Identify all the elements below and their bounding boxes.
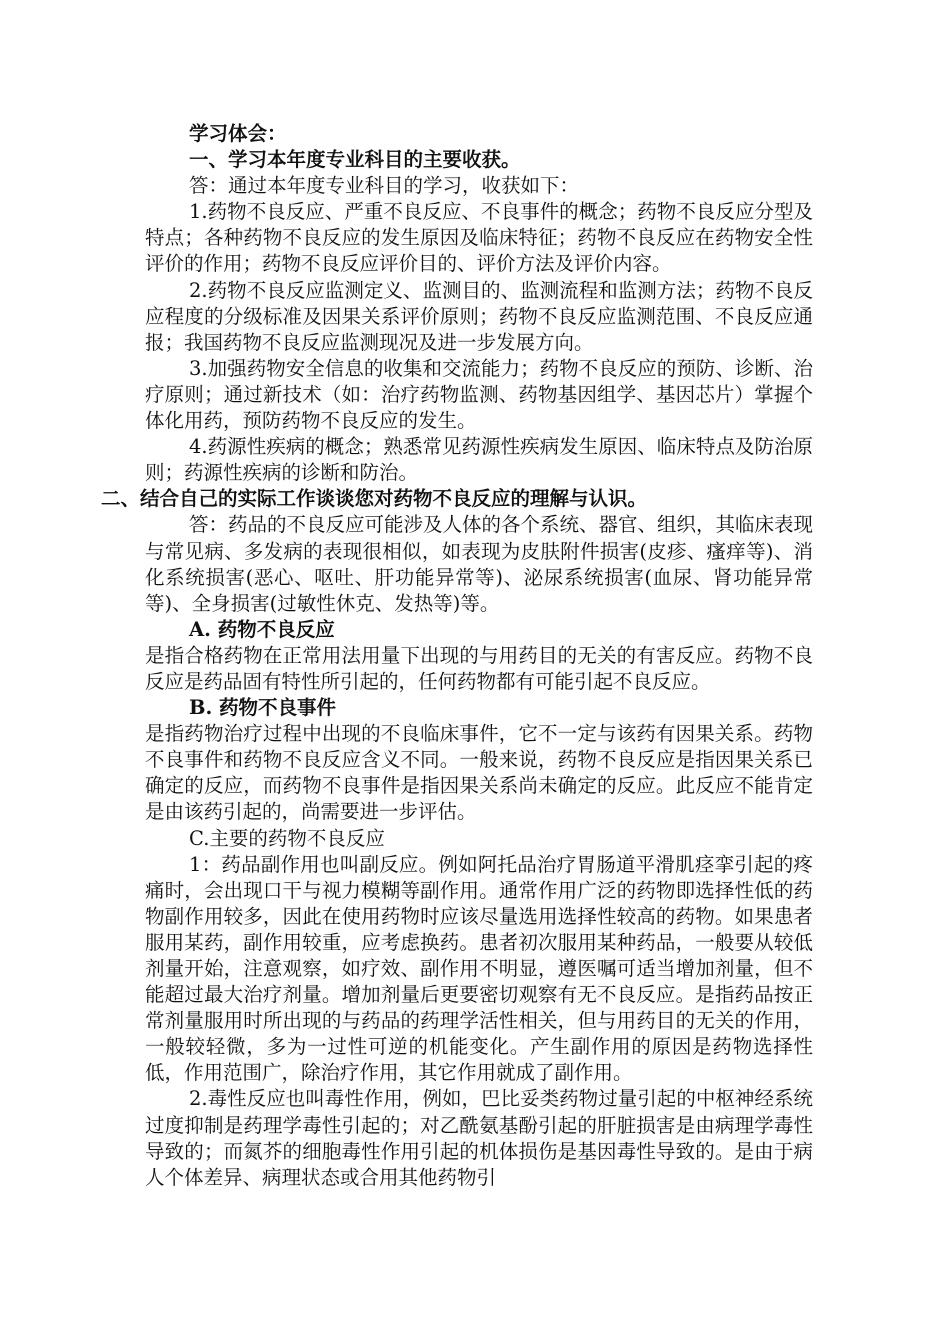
section1-item-1: 1.药物不良反应、严重不良反应、不良事件的概念；药物不良反应分型及特点；各种药物不良反应的发生原因及临床特征；药物不良反应在药物安全性评价的作用；药物不良反应评价目的、评价方法及评价内容。: [145, 200, 813, 276]
section2-heading: 二、结合自己的实际工作谈谈您对药物不良反应的理解与认识。: [101, 487, 648, 511]
subsection-a-text: 是指合格药物在正常用法用量下出现的与用药目的无关的有害反应。药物不良反应是药品固有特性所引起的，任何药物都有可能引起不良反应。: [145, 643, 813, 693]
subsection-c-item-1: 1：药品副作用也叫副反应。例如阿托品治疗胃肠道平滑肌痉挛引起的疼痛时，会出现口干与视力模糊等副作用。通常作用广泛的药物即选择性低的药物副作用较多，因此在使用药物时应该尽量选用选择性较高的药物。如果患者服用某药，副作用较重，应考虑换药。患者初次服用某种药品，一般要从较低剂量开始，注意观察，如疗效、副作用不明显，遵医嘱可适当增加剂量，但不能超过最大治疗剂量。增加剂量后更要密切观察有无不良反应。是指药品按正常剂量服用时所出现的与药品的药理学活性相关，但与用药目的无关的作用，一般较轻微，多为一过性可逆的机能变化。产生副作用的原因是药物选择性低，作用范围广，除治疗作用，其它作用就成了副作用。: [145, 852, 813, 1085]
subsection-a-title: A. 药物不良反应: [189, 617, 335, 641]
section1-item-4: 4.药源性疾病的概念；熟悉常见药源性疾病发生原因、临床特点及防治原则；药源性疾病的诊断和防治。: [145, 435, 813, 485]
section1-intro: 答：通过本年度专业科目的学习，收获如下：: [189, 174, 580, 198]
subsection-c-title: C.主要的药物不良反应: [189, 826, 385, 850]
document-page: [101, 121, 814, 1191]
subsection-b-title: B. 药物不良事件: [189, 696, 337, 720]
section1-heading: 一、学习本年度专业科目的主要收获。: [189, 148, 521, 172]
section2-intro: 答：药品的不良反应可能涉及人体的各个系统、器官、组织，其临床表现与常见病、多发病的表现很相似，如表现为皮肤附件损害(皮疹、瘙痒等)、消化系统损害(恶心、呕吐、肝功能异常等)、泌尿系统损害(血尿、肾功能异常等)、全身损害(过敏性休克、发热等)等。: [145, 513, 814, 615]
section1-item-3: 3.加强药物安全信息的收集和交流能力；药物不良反应的预防、诊断、治疗原则；通过新技术（如：治疗药物监测、药物基因组学、基因芯片）掌握个体化用药，预防药物不良反应的发生。: [145, 356, 813, 433]
subsection-c-item-2: 2.毒性反应也叫毒性作用，例如，巴比妥类药物过量引起的中枢神经系统过度抑制是药理学毒性引起的；对乙酰氨基酚引起的肝脏损害是由病理学毒性导致的；而氮芥的细胞毒性作用引起的机体损伤是基因毒性导致的。是由于病人个体差异、病理状态或合用其他药物引: [145, 1087, 813, 1189]
section1-item-2: 2.药物不良反应监测定义、监测目的、监测流程和监测方法；药物不良反应程度的分级标准及因果关系评价原则；药物不良反应监测范围、不良反应通报；我国药物不良反应监测现况及进一步发展方向。: [145, 278, 813, 354]
doc-title: 学习体会：: [189, 122, 287, 145]
subsection-b-text: 是指药物治疗过程中出现的不良临床事件，它不一定与该药有因果关系。药物不良事件和药物不良反应含义不同。一般来说，药物不良反应是指因果关系已确定的反应，而药物不良事件是指因果关系尚未确定的反应。此反应不能肯定是由该药引起的，尚需要进一步评估。: [145, 722, 813, 824]
